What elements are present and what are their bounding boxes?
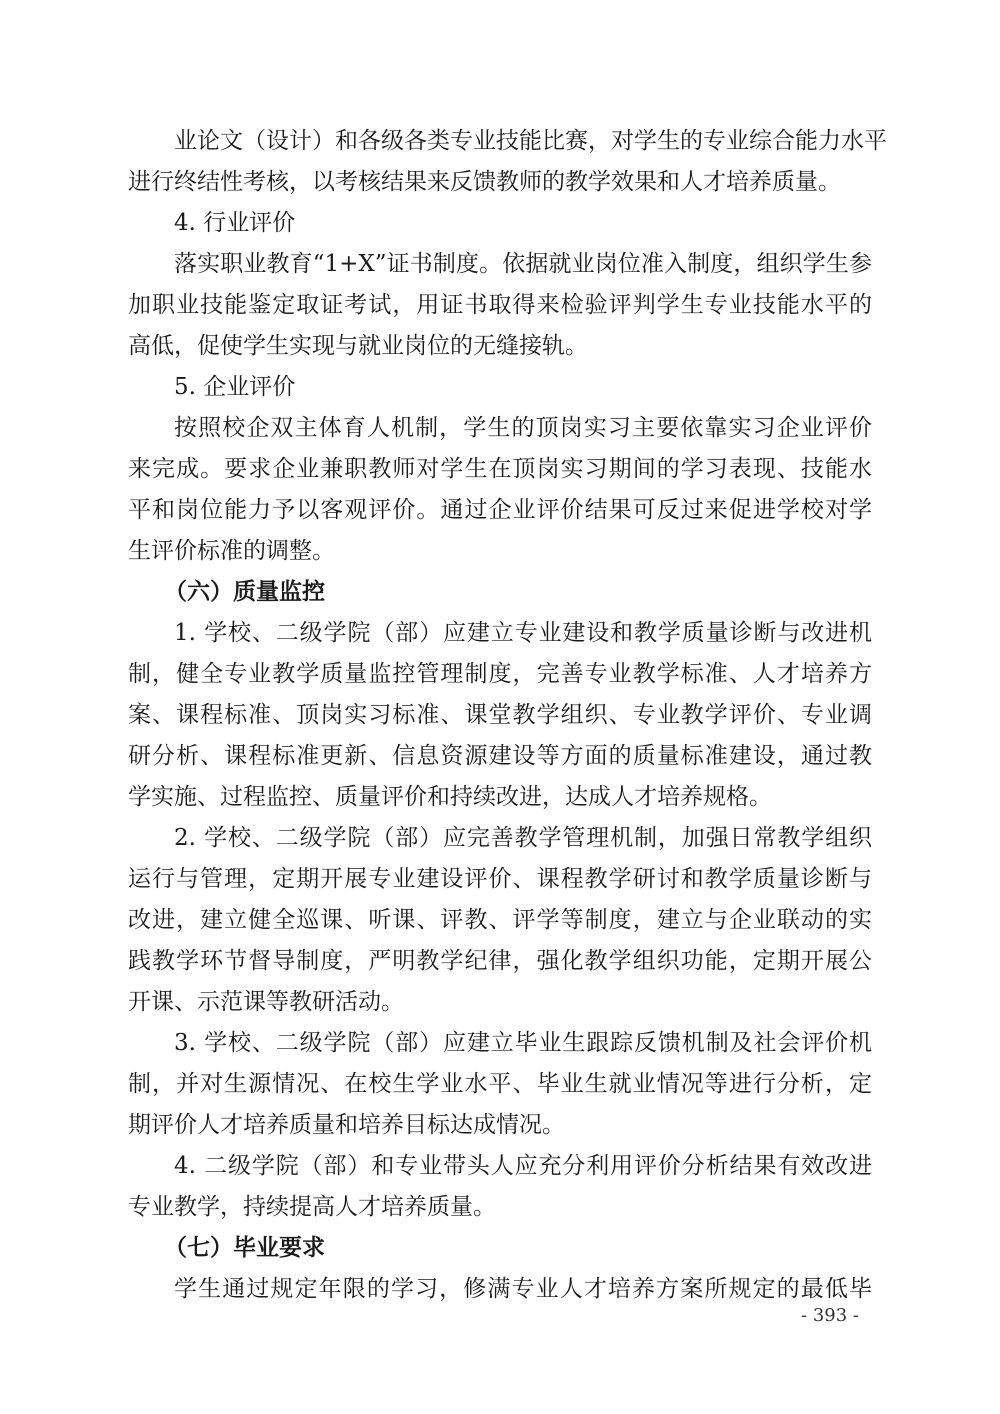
paragraph-line: 业论文（设计）和各级各类专业技能比赛，对学生的专业综合能力水平: [174, 128, 887, 154]
paragraph: [128, 1023, 872, 1146]
paragraph-line: 践教学环节督导制度，严明教学纪律，强化教学组织功能，定期开展公: [128, 948, 872, 974]
paragraph: [128, 121, 887, 203]
paragraph: [128, 818, 872, 1023]
paragraph: [128, 1146, 872, 1228]
section-heading: （六）质量监控: [164, 579, 325, 605]
paragraph-line: 加职业技能鉴定取证考试，用证书取得来检验评判学生专业技能水平的: [128, 292, 872, 318]
paragraph-line: 期评价人才培养质量和培养目标达成情况。: [128, 1112, 565, 1138]
paragraph-line: 生评价标准的调整。: [128, 538, 335, 564]
paragraph-line: 3. 学校、二级学院（部）应建立毕业生跟踪反馈机制及社会评价机: [174, 1030, 872, 1056]
subsection-heading: 5. 企业评价: [174, 374, 296, 400]
page-body: [128, 121, 887, 1310]
paragraph-line: 4. 二级学院（部）和专业带头人应充分利用评价分析结果有效改进: [174, 1153, 872, 1179]
paragraph-line: 2. 学校、二级学院（部）应完善教学管理机制，加强日常教学组织: [174, 825, 872, 851]
paragraph-line: 来完成。要求企业兼职教师对学生在顶岗实习期间的学习表现、技能水: [128, 456, 872, 482]
paragraph-line: 进行终结性考核，以考核结果来反馈教师的教学效果和人才培养质量。: [128, 169, 841, 195]
paragraph-line: 改进，建立健全巡课、听课、评教、评学等制度，建立与企业联动的实: [128, 907, 872, 933]
paragraph: [128, 613, 872, 818]
subsection-heading: 4. 行业评价: [174, 210, 296, 236]
paragraph-line: 制，健全专业教学质量监控管理制度，完善专业教学标准、人才培养方: [128, 661, 872, 687]
paragraph-line: 落实职业教育“1+X”证书制度。依据就业岗位准入制度，组织学生参: [174, 251, 872, 277]
paragraph-line: 专业教学，持续提高人才培养质量。: [128, 1194, 496, 1220]
paragraph: [128, 408, 872, 572]
paragraph: [128, 244, 872, 367]
paragraph-line: 案、课程标准、顶岗实习标准、课堂教学组织、专业教学评价、专业调: [128, 702, 872, 728]
paragraph-line: 学实施、过程监控、质量评价和持续改进，达成人才培养规格。: [128, 784, 772, 810]
section-heading: （七）毕业要求: [164, 1235, 325, 1261]
paragraph-line: 研分析、课程标准更新、信息资源建设等方面的质量标准建设，通过教: [128, 743, 872, 769]
paragraph-line: 制，并对生源情况、在校生学业水平、毕业生就业情况等进行分析，定: [128, 1071, 872, 1097]
paragraph-line: 学生通过规定年限的学习，修满专业人才培养方案所规定的最低毕: [174, 1276, 872, 1302]
paragraph-line: 运行与管理，定期开展专业建设评价、课程教学研讨和教学质量诊断与: [128, 866, 872, 892]
paragraph-line: 平和岗位能力予以客观评价。通过企业评价结果可反过来促进学校对学: [128, 497, 872, 523]
paragraph: [128, 1269, 872, 1310]
paragraph-line: 1. 学校、二级学院（部）应建立专业建设和教学质量诊断与改进机: [174, 620, 872, 646]
paragraph-line: 高低，促使学生实现与就业岗位的无缝接轨。: [128, 333, 588, 359]
paragraph-line: 开课、示范课等教研活动。: [128, 989, 404, 1015]
page-number: - 393 -: [801, 1305, 859, 1326]
paragraph-line: 按照校企双主体育人机制，学生的顶岗实习主要依靠实习企业评价: [174, 415, 872, 441]
